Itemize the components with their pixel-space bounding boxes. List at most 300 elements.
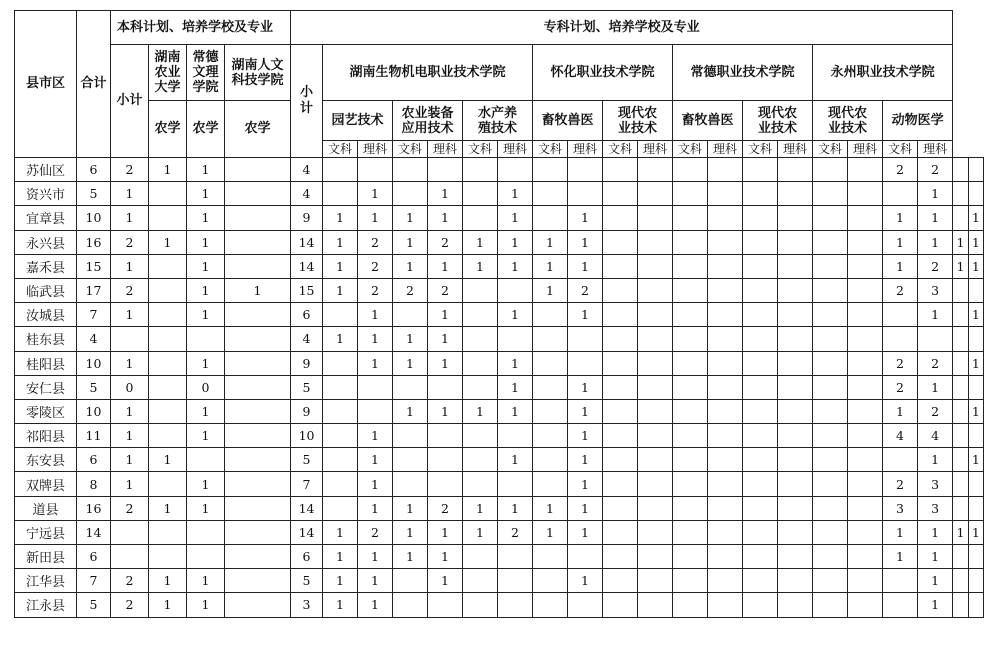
table-cell bbox=[323, 182, 358, 206]
table-cell: 1 bbox=[568, 206, 603, 230]
table-cell bbox=[778, 158, 813, 182]
table-cell bbox=[638, 569, 673, 593]
header-ug-subtotal: 小计 bbox=[111, 45, 149, 158]
table-cell bbox=[149, 278, 187, 302]
table-cell: 1 bbox=[533, 254, 568, 278]
table-cell: 1 bbox=[568, 448, 603, 472]
table-cell: 6 bbox=[291, 545, 323, 569]
table-cell: 2 bbox=[918, 351, 953, 375]
table-row bbox=[15, 399, 984, 423]
table-cell: 1 bbox=[358, 593, 393, 617]
header-arts: 文科 bbox=[323, 141, 358, 158]
table-row bbox=[15, 278, 984, 302]
table-cell: 1 bbox=[498, 375, 533, 399]
table-cell bbox=[743, 230, 778, 254]
table-cell bbox=[603, 303, 638, 327]
table-cell: 2 bbox=[358, 230, 393, 254]
table-cell bbox=[813, 569, 848, 593]
header-arts: 文科 bbox=[743, 141, 778, 158]
table-row bbox=[15, 593, 984, 617]
table-cell: 2 bbox=[358, 278, 393, 302]
table-cell bbox=[848, 206, 883, 230]
table-cell: 1 bbox=[358, 182, 393, 206]
table-cell bbox=[393, 569, 428, 593]
header-ug-school-1: 湖南 农业 大学 bbox=[149, 45, 187, 101]
table-cell bbox=[708, 448, 743, 472]
table-cell bbox=[111, 545, 149, 569]
table-cell bbox=[708, 593, 743, 617]
table-cell: 2 bbox=[883, 278, 918, 302]
table-cell: 14 bbox=[291, 520, 323, 544]
table-cell bbox=[149, 399, 187, 423]
table-cell bbox=[187, 448, 225, 472]
table-cell: 2 bbox=[111, 496, 149, 520]
table-cell bbox=[568, 182, 603, 206]
table-cell: 1 bbox=[918, 375, 953, 399]
table-cell bbox=[149, 375, 187, 399]
table-cell: 1 bbox=[428, 303, 463, 327]
table-cell: 9 bbox=[291, 206, 323, 230]
table-cell bbox=[463, 158, 498, 182]
table-cell bbox=[603, 520, 638, 544]
table-cell bbox=[428, 158, 463, 182]
table-cell: 1 bbox=[918, 569, 953, 593]
table-cell bbox=[813, 496, 848, 520]
table-cell bbox=[673, 472, 708, 496]
table-cell bbox=[778, 182, 813, 206]
table-cell: 1 bbox=[498, 496, 533, 520]
table-cell bbox=[953, 158, 968, 182]
table-cell: 1 bbox=[323, 593, 358, 617]
table-cell bbox=[225, 230, 291, 254]
table-cell bbox=[638, 158, 673, 182]
table-cell bbox=[813, 545, 848, 569]
table-cell: 2 bbox=[883, 375, 918, 399]
table-cell bbox=[968, 278, 983, 302]
table-cell bbox=[225, 520, 291, 544]
table-cell: 1 bbox=[393, 254, 428, 278]
table-cell bbox=[953, 496, 968, 520]
header-county: 县市区 bbox=[15, 11, 77, 158]
table-cell bbox=[778, 327, 813, 351]
table-cell bbox=[778, 472, 813, 496]
table-cell: 2 bbox=[918, 399, 953, 423]
table-cell bbox=[463, 569, 498, 593]
table-cell bbox=[883, 303, 918, 327]
table-cell bbox=[848, 569, 883, 593]
table-cell: 1 bbox=[968, 351, 983, 375]
table-cell bbox=[848, 278, 883, 302]
table-cell bbox=[953, 569, 968, 593]
header-cc-major-3: 水产养 殖技术 bbox=[463, 101, 533, 141]
header-science: 理科 bbox=[918, 141, 953, 158]
table-cell: 1 bbox=[358, 351, 393, 375]
table-cell bbox=[463, 424, 498, 448]
table-cell: 1 bbox=[953, 230, 968, 254]
table-cell bbox=[111, 520, 149, 544]
table-cell: 1 bbox=[393, 545, 428, 569]
county-name: 嘉禾县 bbox=[15, 254, 77, 278]
table-row bbox=[15, 424, 984, 448]
table-cell: 1 bbox=[918, 206, 953, 230]
table-cell: 14 bbox=[291, 496, 323, 520]
table-cell bbox=[638, 496, 673, 520]
table-cell bbox=[813, 327, 848, 351]
table-cell bbox=[638, 254, 673, 278]
table-cell bbox=[953, 448, 968, 472]
table-cell bbox=[149, 520, 187, 544]
table-cell bbox=[603, 327, 638, 351]
table-cell: 1 bbox=[323, 230, 358, 254]
table-cell bbox=[358, 375, 393, 399]
table-cell bbox=[848, 182, 883, 206]
table-cell bbox=[968, 375, 983, 399]
table-cell: 2 bbox=[498, 520, 533, 544]
table-cell: 4 bbox=[918, 424, 953, 448]
table-cell bbox=[533, 351, 568, 375]
table-cell bbox=[848, 254, 883, 278]
header-ug-major-2: 农学 bbox=[187, 101, 225, 158]
table-cell bbox=[778, 593, 813, 617]
table-cell bbox=[968, 569, 983, 593]
table-cell: 7 bbox=[291, 472, 323, 496]
table-cell: 1 bbox=[568, 375, 603, 399]
table-cell bbox=[743, 399, 778, 423]
table-cell bbox=[568, 351, 603, 375]
table-cell bbox=[673, 496, 708, 520]
table-cell bbox=[883, 182, 918, 206]
table-cell: 16 bbox=[77, 496, 111, 520]
county-name: 桂东县 bbox=[15, 327, 77, 351]
table-cell: 4 bbox=[291, 327, 323, 351]
table-cell: 1 bbox=[428, 182, 463, 206]
table-cell bbox=[708, 520, 743, 544]
table-cell bbox=[638, 472, 673, 496]
table-cell bbox=[673, 424, 708, 448]
header-cc-major-9: 动物医学 bbox=[883, 101, 953, 141]
table-cell: 1 bbox=[968, 254, 983, 278]
table-cell bbox=[428, 472, 463, 496]
table-cell: 15 bbox=[77, 254, 111, 278]
table-cell: 2 bbox=[918, 158, 953, 182]
header-cc-major-2: 农业装备 应用技术 bbox=[393, 101, 463, 141]
table-cell bbox=[778, 520, 813, 544]
table-cell bbox=[393, 448, 428, 472]
table-cell bbox=[463, 593, 498, 617]
table-cell bbox=[533, 545, 568, 569]
table-cell bbox=[463, 448, 498, 472]
table-cell bbox=[149, 206, 187, 230]
table-cell: 1 bbox=[358, 569, 393, 593]
county-name: 道县 bbox=[15, 496, 77, 520]
table-cell: 1 bbox=[463, 496, 498, 520]
table-cell bbox=[673, 399, 708, 423]
header-cc-subtotal: 小 计 bbox=[291, 45, 323, 158]
table-cell bbox=[149, 327, 187, 351]
table-cell bbox=[498, 472, 533, 496]
header-ug-school-2: 常德 文理 学院 bbox=[187, 45, 225, 101]
table-cell bbox=[743, 303, 778, 327]
table-cell bbox=[323, 448, 358, 472]
table-cell: 1 bbox=[968, 206, 983, 230]
table-cell bbox=[568, 327, 603, 351]
table-cell: 1 bbox=[428, 545, 463, 569]
table-cell: 7 bbox=[77, 569, 111, 593]
table-cell: 1 bbox=[883, 230, 918, 254]
table-cell: 4 bbox=[883, 424, 918, 448]
table-cell: 1 bbox=[918, 448, 953, 472]
table-cell bbox=[708, 399, 743, 423]
table-cell bbox=[323, 303, 358, 327]
table-cell bbox=[778, 254, 813, 278]
table-cell: 0 bbox=[111, 375, 149, 399]
table-cell bbox=[358, 158, 393, 182]
table-cell: 3 bbox=[918, 472, 953, 496]
county-name: 宜章县 bbox=[15, 206, 77, 230]
table-cell bbox=[743, 545, 778, 569]
header-ug-school-3: 湖南人文 科技学院 bbox=[225, 45, 291, 101]
table-cell bbox=[638, 399, 673, 423]
table-cell: 16 bbox=[77, 230, 111, 254]
table-cell bbox=[813, 472, 848, 496]
table-cell bbox=[225, 424, 291, 448]
table-cell bbox=[187, 545, 225, 569]
table-cell bbox=[848, 472, 883, 496]
table-cell bbox=[149, 182, 187, 206]
table-cell bbox=[953, 545, 968, 569]
table-cell bbox=[848, 303, 883, 327]
header-cc-school-2: 怀化职业技术学院 bbox=[533, 45, 673, 101]
table-cell bbox=[638, 206, 673, 230]
table-cell: 1 bbox=[568, 569, 603, 593]
table-cell bbox=[225, 375, 291, 399]
table-cell bbox=[638, 230, 673, 254]
header-undergrad-group: 本科计划、培养学校及专业 bbox=[111, 11, 291, 45]
table-cell: 1 bbox=[428, 569, 463, 593]
table-cell bbox=[149, 472, 187, 496]
table-cell: 2 bbox=[358, 254, 393, 278]
table-cell: 1 bbox=[428, 351, 463, 375]
table-cell: 3 bbox=[918, 278, 953, 302]
table-cell: 14 bbox=[77, 520, 111, 544]
table-cell: 1 bbox=[187, 351, 225, 375]
table-cell: 1 bbox=[111, 303, 149, 327]
table-cell bbox=[463, 375, 498, 399]
table-cell: 1 bbox=[323, 569, 358, 593]
table-cell bbox=[848, 545, 883, 569]
table-cell bbox=[498, 327, 533, 351]
table-row bbox=[15, 472, 984, 496]
table-cell: 1 bbox=[568, 230, 603, 254]
table-cell: 17 bbox=[77, 278, 111, 302]
table-cell bbox=[533, 569, 568, 593]
county-name: 汝城县 bbox=[15, 303, 77, 327]
table-cell bbox=[708, 158, 743, 182]
table-cell: 2 bbox=[111, 158, 149, 182]
table-cell: 1 bbox=[968, 448, 983, 472]
table-cell bbox=[323, 375, 358, 399]
table-cell: 7 bbox=[77, 303, 111, 327]
table-cell bbox=[813, 158, 848, 182]
table-cell bbox=[498, 424, 533, 448]
table-cell: 1 bbox=[323, 278, 358, 302]
table-cell: 1 bbox=[568, 399, 603, 423]
table-cell bbox=[225, 158, 291, 182]
table-cell bbox=[498, 278, 533, 302]
county-name: 江华县 bbox=[15, 569, 77, 593]
table-cell: 1 bbox=[953, 254, 968, 278]
table-cell bbox=[813, 230, 848, 254]
table-cell bbox=[393, 303, 428, 327]
table-cell: 1 bbox=[393, 351, 428, 375]
header-science: 理科 bbox=[498, 141, 533, 158]
table-cell: 2 bbox=[358, 520, 393, 544]
table-cell bbox=[918, 327, 953, 351]
table-cell bbox=[968, 158, 983, 182]
table-cell: 1 bbox=[883, 520, 918, 544]
table-row bbox=[15, 496, 984, 520]
table-cell: 5 bbox=[291, 448, 323, 472]
table-cell bbox=[968, 327, 983, 351]
table-cell: 2 bbox=[568, 278, 603, 302]
table-cell bbox=[778, 569, 813, 593]
table-cell bbox=[743, 593, 778, 617]
table-cell: 1 bbox=[323, 545, 358, 569]
table-cell: 10 bbox=[291, 424, 323, 448]
table-cell bbox=[638, 327, 673, 351]
table-cell: 1 bbox=[358, 327, 393, 351]
table-cell bbox=[225, 351, 291, 375]
table-cell bbox=[743, 182, 778, 206]
table-cell bbox=[813, 520, 848, 544]
table-row bbox=[15, 230, 984, 254]
table-cell bbox=[638, 424, 673, 448]
table-cell: 1 bbox=[149, 230, 187, 254]
table-cell: 2 bbox=[111, 569, 149, 593]
table-cell: 1 bbox=[393, 327, 428, 351]
header-cc-major-4: 畜牧兽医 bbox=[533, 101, 603, 141]
table-cell: 1 bbox=[358, 448, 393, 472]
table-cell bbox=[673, 520, 708, 544]
table-cell bbox=[463, 351, 498, 375]
header-arts: 文科 bbox=[813, 141, 848, 158]
table-cell: 1 bbox=[463, 399, 498, 423]
table-row bbox=[15, 545, 984, 569]
table-cell bbox=[498, 545, 533, 569]
table-cell: 4 bbox=[291, 182, 323, 206]
table-cell: 1 bbox=[883, 254, 918, 278]
table-cell: 1 bbox=[111, 472, 149, 496]
table-cell bbox=[603, 254, 638, 278]
table-cell bbox=[968, 424, 983, 448]
table-cell bbox=[673, 158, 708, 182]
table-cell bbox=[708, 351, 743, 375]
table-cell bbox=[225, 327, 291, 351]
table-cell bbox=[323, 158, 358, 182]
table-row bbox=[15, 569, 984, 593]
table-cell bbox=[778, 496, 813, 520]
table-cell bbox=[603, 206, 638, 230]
table-cell: 6 bbox=[291, 303, 323, 327]
table-cell bbox=[953, 593, 968, 617]
table-cell: 1 bbox=[187, 206, 225, 230]
table-cell: 1 bbox=[187, 593, 225, 617]
table-cell bbox=[533, 303, 568, 327]
table-cell: 1 bbox=[498, 182, 533, 206]
table-cell bbox=[393, 158, 428, 182]
table-cell bbox=[533, 472, 568, 496]
table-cell: 1 bbox=[533, 278, 568, 302]
table-body bbox=[15, 158, 984, 618]
table-cell bbox=[323, 496, 358, 520]
table-cell: 1 bbox=[187, 278, 225, 302]
table-cell bbox=[393, 424, 428, 448]
table-cell bbox=[813, 278, 848, 302]
table-cell bbox=[953, 375, 968, 399]
table-cell bbox=[603, 472, 638, 496]
table-cell bbox=[813, 424, 848, 448]
table-cell bbox=[848, 327, 883, 351]
table-cell bbox=[603, 448, 638, 472]
table-cell: 1 bbox=[568, 496, 603, 520]
table-cell: 1 bbox=[463, 254, 498, 278]
table-cell bbox=[743, 158, 778, 182]
table-cell bbox=[533, 375, 568, 399]
table-cell: 10 bbox=[77, 206, 111, 230]
table-cell bbox=[778, 545, 813, 569]
table-cell bbox=[813, 593, 848, 617]
table-cell bbox=[603, 545, 638, 569]
table-cell bbox=[463, 545, 498, 569]
table-cell bbox=[673, 278, 708, 302]
table-cell bbox=[568, 545, 603, 569]
table-cell bbox=[883, 569, 918, 593]
table-cell bbox=[813, 254, 848, 278]
table-cell: 1 bbox=[533, 230, 568, 254]
table-cell: 1 bbox=[498, 351, 533, 375]
table-cell: 1 bbox=[428, 327, 463, 351]
county-name: 永兴县 bbox=[15, 230, 77, 254]
table-cell bbox=[708, 206, 743, 230]
header-arts: 文科 bbox=[673, 141, 708, 158]
table-cell: 15 bbox=[291, 278, 323, 302]
table-cell bbox=[149, 254, 187, 278]
table-cell bbox=[225, 448, 291, 472]
table-cell bbox=[708, 278, 743, 302]
table-cell bbox=[848, 351, 883, 375]
county-name: 临武县 bbox=[15, 278, 77, 302]
table-cell bbox=[778, 230, 813, 254]
header-cc-major-5: 现代农 业技术 bbox=[603, 101, 673, 141]
county-name: 宁远县 bbox=[15, 520, 77, 544]
table-cell bbox=[743, 327, 778, 351]
table-cell bbox=[603, 158, 638, 182]
table-cell: 1 bbox=[358, 545, 393, 569]
table-cell bbox=[533, 158, 568, 182]
header-ug-major-1: 农学 bbox=[149, 101, 187, 158]
table-cell bbox=[743, 448, 778, 472]
table-cell: 1 bbox=[187, 303, 225, 327]
table-cell bbox=[225, 593, 291, 617]
table-cell bbox=[813, 375, 848, 399]
header-cc-major-8: 现代农 业技术 bbox=[813, 101, 883, 141]
table-cell: 2 bbox=[883, 158, 918, 182]
table-cell: 0 bbox=[187, 375, 225, 399]
table-cell bbox=[533, 448, 568, 472]
table-cell bbox=[111, 327, 149, 351]
table-cell bbox=[953, 278, 968, 302]
table-cell bbox=[743, 351, 778, 375]
